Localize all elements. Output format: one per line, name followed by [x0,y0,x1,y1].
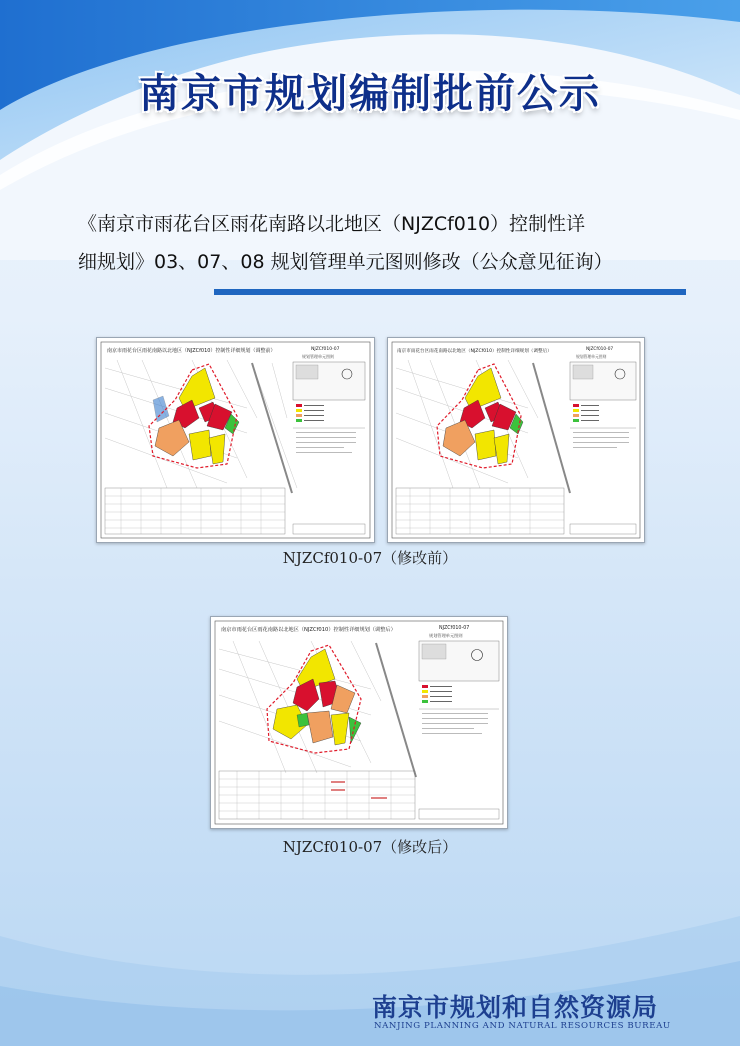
subtitle-line-1: 《南京市雨花台区雨花南路以北地区（NJZCf010）控制性详 [78,213,586,235]
plan-map-drawing [388,338,644,542]
subtitle-line-2: 细规划》03、07、08 规划管理单元图则修改（公众意见征询） [78,251,613,273]
caption-before: NJZCf010-07（修改前） [282,549,458,567]
caption-after: NJZCf010-07（修改后） [282,838,458,856]
plan-map-before-a[interactable] [96,337,375,543]
plan-map-before-b[interactable] [387,337,645,543]
bureau-name-english: NANJING PLANNING AND NATURAL RESOURCES BUREAU [374,1021,671,1031]
plan-map-after[interactable] [210,616,508,829]
plan-map-drawing [211,617,507,828]
title-divider [214,289,686,295]
sheet-subtitle: 规划管理单元图则 [576,354,607,359]
sheet-code: NJZCf010-07 [586,347,614,352]
notice-subtitle [78,205,688,281]
sheet-subtitle: 规划管理单元图则 [302,354,334,359]
bureau-name: 南京市规划和自然资源局 [372,993,659,1022]
sheet-title: 南京市雨花台区雨花南路以北地区（NJZCf010）控制性详细规划（调整前） [107,348,276,354]
plan-map-drawing [97,338,374,542]
sheet-subtitle: 规划管理单元图则 [429,633,463,638]
sheet-title: 南京市雨花台区雨花南路以北地区（NJZCf010）控制性详细规划（调整后） [397,349,552,354]
page-title: 南京市规划编制批前公示 [139,70,601,117]
sheet-code: NJZCf010-07 [439,626,470,631]
sheet-title: 南京市雨花台区雨花南路以北地区（NJZCf010）控制性详细规划（调整后） [221,627,396,633]
sheet-code: NJZCf010-07 [311,347,340,352]
